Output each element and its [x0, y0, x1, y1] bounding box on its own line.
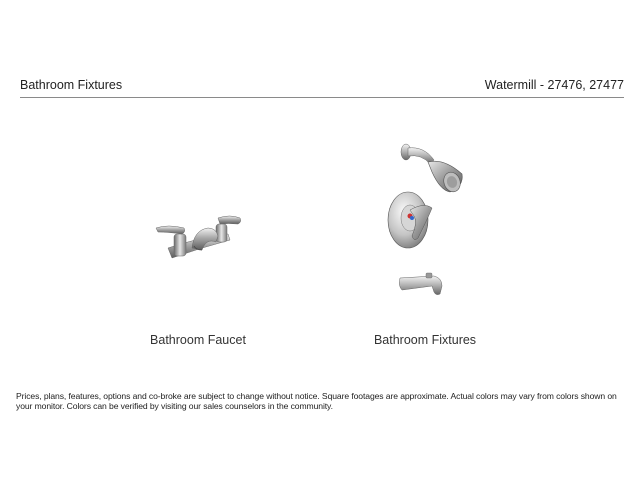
shower-fixtures-image [384, 140, 474, 305]
faucet-image [150, 208, 245, 264]
header-divider [20, 97, 624, 98]
faucet-caption: Bathroom Faucet [150, 333, 246, 347]
shower-fixtures-caption: Bathroom Fixtures [373, 333, 477, 347]
page-header [20, 78, 624, 92]
page-title: Bathroom Fixtures [20, 78, 123, 92]
community-name: Watermill - 27476, 27477 [484, 78, 624, 92]
disclaimer-text: Prices, plans, features, options and co-broke are subject to change without notice. Square footages are approximate. Actual colors may vary from colors shown on your monitor. Colors can be verified by visiting our sales counselors in the community. [16, 391, 617, 411]
